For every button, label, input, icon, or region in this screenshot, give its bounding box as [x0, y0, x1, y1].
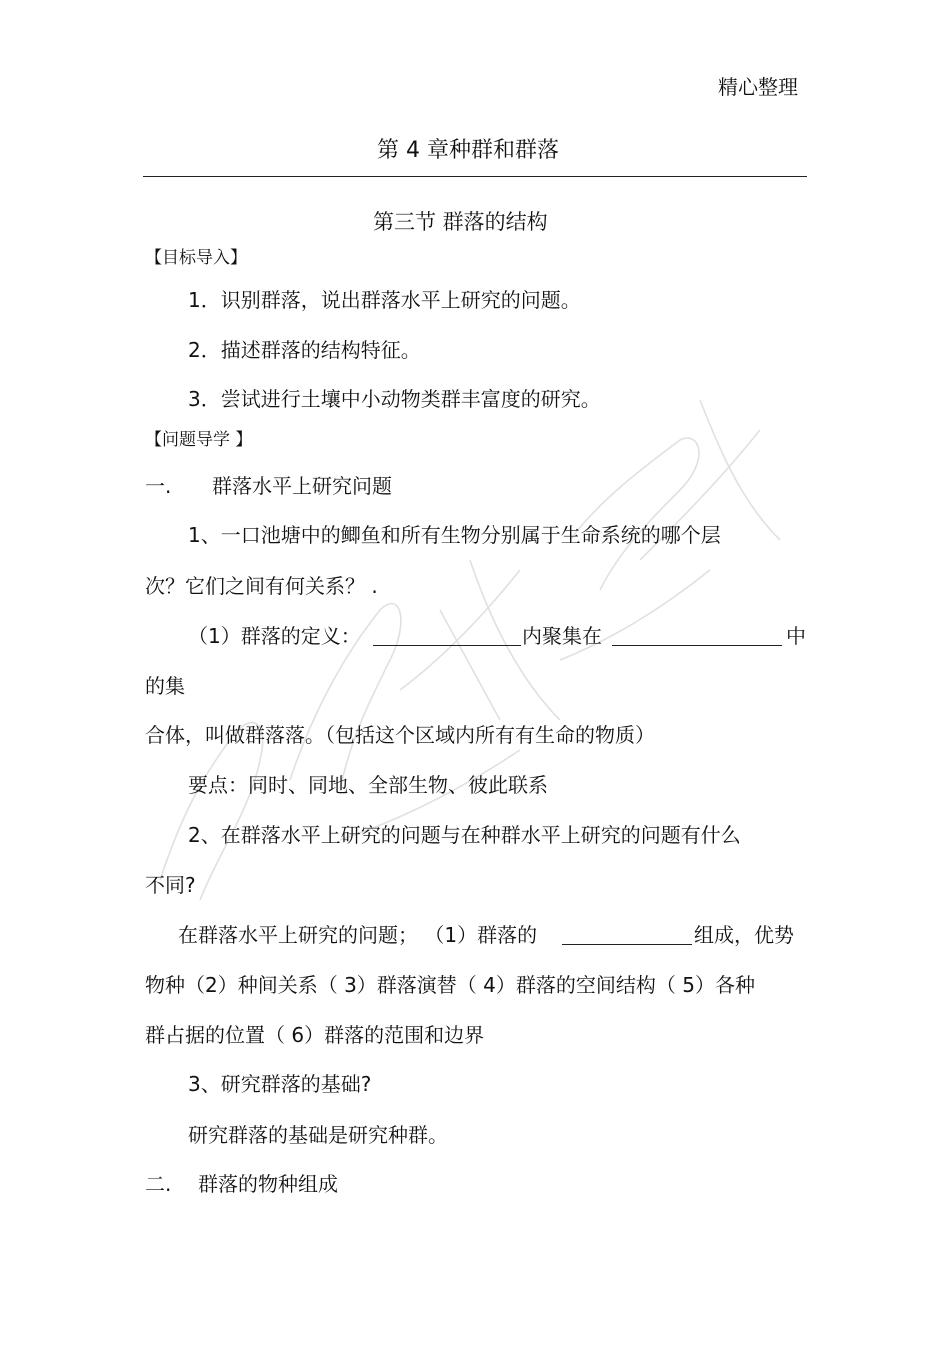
key-points: 要点：同时、同地、全部生物、彼此联系: [188, 773, 548, 797]
question-3-answer: 研究群落的基础是研究种群。: [188, 1123, 448, 1147]
part2-number: 二.: [145, 1172, 172, 1196]
answer-blank[interactable]: [562, 926, 692, 945]
goals-heading: 【目标导入】: [145, 248, 247, 268]
title-divider: [143, 176, 807, 177]
question-1-line2: 次？它们之间有何关系？ .: [145, 574, 378, 598]
question-2-line1: 2、在群落水平上研究的问题与在种群水平上研究的问题有什么: [188, 823, 741, 847]
section-title: 第三节 群落的结构: [373, 210, 548, 234]
definition-suffix: 中: [786, 624, 806, 648]
answer-suffix: 组成，优势: [694, 923, 794, 947]
definition-prefix: （1）群落的定义：: [188, 624, 361, 648]
answer-line3: 群占据的位置（ 6）群落的范围和边界: [145, 1023, 485, 1047]
chapter-title: 第 4 章种群和群落: [377, 138, 559, 163]
part1-title: 群落水平上研究问题: [212, 474, 392, 498]
question-3: 3、研究群落的基础?: [188, 1072, 372, 1096]
answer-line2: 物种（2）种间关系（ 3）群落演替（ 4）群落的空间结构（ 5）各种: [145, 973, 755, 997]
definition-line3: 合体，叫做群落落。（包括这个区域内所有有生命的物质）: [145, 723, 655, 747]
question-1-line1: 1、一口池塘中的鲫鱼和所有生物分别属于生命系统的哪个层: [188, 523, 721, 547]
questions-heading: 【问题导学 】: [145, 430, 253, 450]
question-2-line2: 不同?: [145, 873, 196, 897]
goal-item: 2．描述群落的结构特征。: [188, 338, 421, 362]
goal-item: 3．尝试进行土壤中小动物类群丰富度的研究。: [188, 387, 601, 411]
header-tag: 精心整理: [718, 75, 798, 99]
definition-blank-1[interactable]: [373, 627, 521, 646]
definition-line2: 的集: [145, 674, 185, 698]
part1-number: 一.: [145, 474, 172, 498]
definition-mid: 内聚集在: [522, 624, 602, 648]
answer-prefix: 在群落水平上研究的问题； （1）群落的: [178, 923, 538, 947]
goal-item: 1．识别群落，说出群落水平上研究的问题。: [188, 288, 581, 312]
definition-blank-2[interactable]: [612, 627, 782, 646]
part2-title: 群落的物种组成: [198, 1172, 338, 1196]
